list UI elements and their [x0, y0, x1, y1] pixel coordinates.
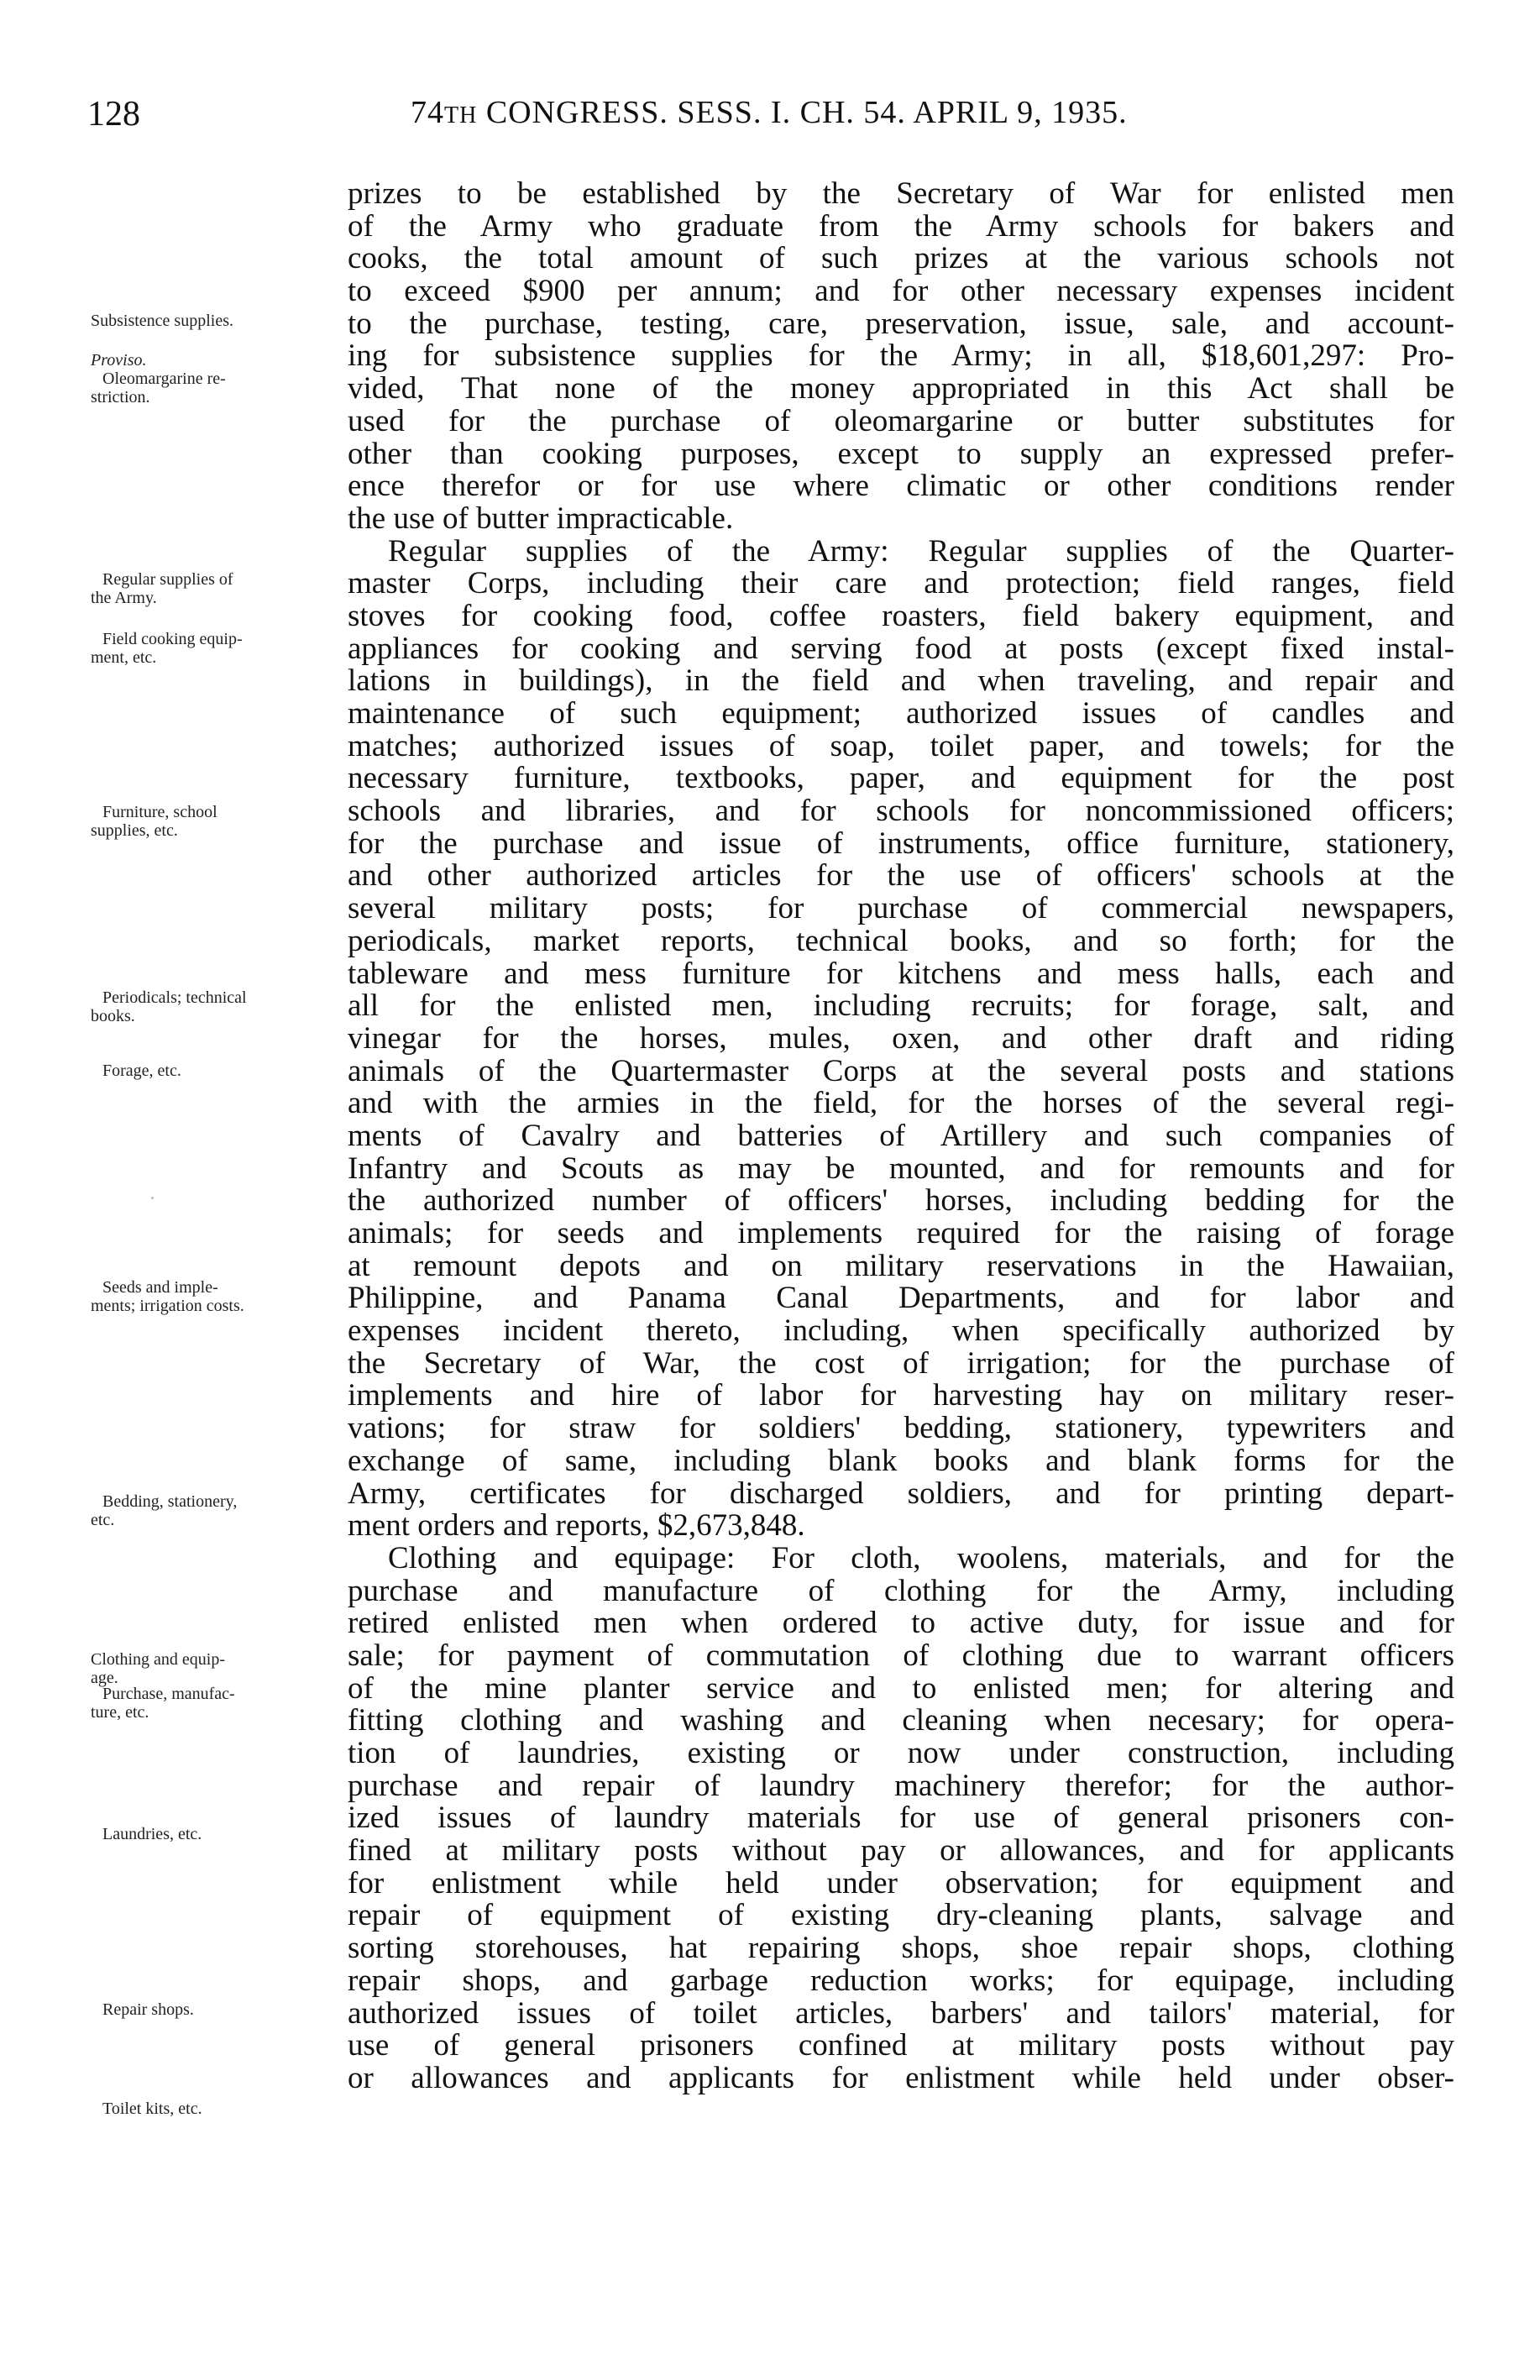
page-number: 128	[87, 95, 140, 134]
margin-note-line: Bedding, stationery,	[102, 1492, 238, 1511]
text-line: several military posts; for purchase of commercial newspapers,	[348, 893, 1454, 925]
running-head	[411, 94, 1128, 131]
stray-mark	[151, 1197, 154, 1199]
margin-note-laundries	[91, 1825, 334, 1843]
margin-note-bedding	[91, 1492, 334, 1529]
margin-note-toilet-kits	[91, 2100, 334, 2118]
page-header	[87, 94, 1464, 136]
text-line: at remount depots and on military reservations in the Hawaiian,	[348, 1250, 1454, 1283]
margin-note-line: Oleomargarine re-	[102, 370, 226, 388]
text-line: matches; authorized issues of soap, toilet paper, and towels; for the	[348, 730, 1454, 763]
margin-note-line: Periodicals; technical	[102, 988, 247, 1007]
text-line: schools and libraries, and for schools for noncommissioned officers;	[348, 795, 1454, 828]
text-line: repair shops, and garbage reduction works; for equipage, including	[348, 1964, 1454, 1998]
text-line: necessary furniture, textbooks, paper, and equipment for the post	[348, 763, 1454, 796]
margin-note-regular-supplies	[91, 570, 334, 607]
margin-note-line: etc.	[91, 1511, 115, 1529]
text-line: lations in buildings), in the field and when traveling, and repair and	[348, 665, 1454, 698]
text-line: animals; for seeds and implements required for the raising of forage	[348, 1218, 1454, 1250]
text-line: implements and hire of labor for harvesting hay on military reser-	[348, 1380, 1454, 1413]
text-line: repair of equipment of existing dry-cleaning plants, salvage and	[348, 1900, 1454, 1933]
margin-note-line: ments; irrigation costs.	[91, 1297, 244, 1315]
margin-note-line: Seeds and imple-	[102, 1278, 218, 1297]
text-line: fined at military posts without pay or allowances, and for applicants	[348, 1835, 1454, 1868]
text-line: sorting storehouses, hat repairing shops, shoe repair shops, clothing	[348, 1932, 1454, 1965]
text-line: sale; for payment of commutation of clothing due to warrant officers	[348, 1639, 1454, 1673]
margin-note-periodicals	[91, 988, 334, 1025]
text-line: the use of butter impracticable.	[348, 502, 734, 536]
text-line: authorized issues of toilet articles, barbers' and tailors' material, for	[348, 1997, 1454, 2031]
margin-note-line: Subsistence supplies.	[91, 312, 233, 330]
margin-note-proviso	[91, 351, 334, 406]
text-line: for enlistment while held under observation; for equipment and	[348, 1867, 1454, 1900]
text-line: master Corps, including their care and protection; field ranges, field	[348, 568, 1454, 600]
text-line: used for the purchase of oleomargarine or butter substitutes for	[348, 405, 1454, 438]
text-line: to exceed $900 per annum; and for other necessary expenses incident	[348, 275, 1454, 308]
text-line: ized issues of laundry materials for use of general prisoners con-	[348, 1802, 1454, 1836]
text-line: all for the enlisted men, including recruits; for forage, salt, and	[348, 990, 1454, 1023]
text-line: expenses incident thereto, including, when specifically authorized by	[348, 1315, 1454, 1348]
text-line: of the mine planter service and to enlisted men; for altering and	[348, 1672, 1454, 1706]
running-head-text: CONGRESS. SESS. I. CH. 54. APRIL 9, 1935.	[477, 95, 1128, 130]
text-line: Regular supplies of the Army: Regular supplies of the Quarter-	[388, 535, 1454, 569]
text-line: Infantry and Scouts as may be mounted, and for remounts and for	[348, 1152, 1454, 1186]
text-line: ment orders and reports, $2,673,848.	[348, 1510, 805, 1543]
margin-note-purchase	[91, 1685, 334, 1722]
margin-note-seeds	[91, 1278, 334, 1315]
margin-note-field-cooking	[91, 630, 334, 667]
text-line: ing for subsistence supplies for the Army; in all, $18,601,297: Pro-	[348, 340, 1454, 374]
margin-note-furniture	[91, 803, 334, 840]
text-line: Clothing and equipage: For cloth, woolens, materials, and for the	[388, 1542, 1454, 1575]
margin-note-forage	[91, 1062, 334, 1080]
margin-note-line: Toilet kits, etc.	[102, 2100, 202, 2118]
text-line: ence therefor or for use where climatic or other conditions render	[348, 470, 1454, 503]
margin-note-line: Clothing and equip-	[91, 1650, 225, 1669]
margin-note-line: Field cooking equip-	[102, 630, 243, 648]
text-line: Philippine, and Panama Canal Departments, and for labor and	[348, 1282, 1454, 1316]
text-line: vations; for straw for soldiers' bedding, stationery, typewriters and	[348, 1413, 1454, 1445]
text-line: stoves for cooking food, coffee roasters, field bakery equipment, and	[348, 600, 1454, 633]
text-line: or allowances and applicants for enlistment while held under obser-	[348, 2062, 1454, 2095]
margin-note-line: Repair shops.	[102, 2000, 194, 2019]
text-line: ments of Cavalry and batteries of Artillery and such companies of	[348, 1119, 1454, 1153]
margin-note-repair-shops	[91, 2000, 334, 2019]
text-line: Army, certificates for discharged soldiers, and for printing depart-	[348, 1477, 1454, 1511]
text-line: and with the armies in the field, for the horses of the several regi-	[348, 1088, 1454, 1120]
margin-note-line: Purchase, manufac-	[102, 1685, 235, 1703]
margin-note-line: the Army.	[91, 589, 157, 607]
text-line: vided, That none of the money appropriated in this Act shall be	[348, 373, 1454, 406]
text-line: periodicals, market reports, technical books, and so forth; for the	[348, 925, 1454, 958]
text-line: the authorized number of officers' horses, including bedding for the	[348, 1185, 1454, 1218]
margin-note-subsistence	[91, 312, 334, 330]
margin-note-line: supplies, etc.	[91, 821, 178, 840]
text-line: maintenance of such equipment; authorized issues of candles and	[348, 698, 1454, 731]
margin-note-line: striction.	[91, 388, 150, 406]
margin-note-line: Furniture, school	[102, 803, 217, 821]
congress-ordinal: TH	[444, 102, 478, 128]
margin-note-line: age.	[91, 1669, 118, 1687]
text-line: purchase and repair of laundry machinery therefor; for the author-	[348, 1769, 1454, 1803]
margin-note-line: ment, etc.	[91, 648, 157, 667]
margin-note-clothing	[91, 1650, 334, 1687]
margin-note-line: books.	[91, 1007, 135, 1025]
text-line: vinegar for the horses, mules, oxen, and other draft and riding	[348, 1022, 1454, 1056]
text-line: exchange of same, including blank books and blank forms for the	[348, 1444, 1454, 1478]
statute-text	[348, 178, 1454, 2095]
text-line: to the purchase, testing, care, preservation, issue, sale, and account-	[348, 307, 1454, 341]
text-line: other than cooking purposes, except to supply an expressed prefer-	[348, 438, 1454, 471]
text-line: tableware and mess furniture for kitchens and mess halls, each and	[348, 957, 1454, 991]
margin-note-line: Proviso.	[91, 351, 147, 370]
text-line: tion of laundries, existing or now under construction, including	[348, 1738, 1454, 1770]
text-line: of the Army who graduate from the Army schools for bakers and	[348, 210, 1454, 244]
text-line: purchase and manufacture of clothing for the Army, including	[348, 1575, 1454, 1608]
text-line: retired enlisted men when ordered to active duty, for issue and for	[348, 1607, 1454, 1640]
margin-note-line: Laundries, etc.	[102, 1825, 202, 1843]
text-line: animals of the Quartermaster Corps at the several posts and stations	[348, 1055, 1454, 1088]
margin-note-line: Regular supplies of	[102, 570, 233, 589]
text-line: appliances for cooking and serving food at posts (except fixed instal-	[348, 632, 1454, 666]
text-line: the Secretary of War, the cost of irrigation; for the purchase of	[348, 1347, 1454, 1381]
text-line: use of general prisoners confined at military posts without pay	[348, 2030, 1454, 2063]
text-line: and other authorized articles for the use of officers' schools at the	[348, 860, 1454, 894]
margin-note-line: Forage, etc.	[102, 1062, 181, 1080]
margin-note-line: ture, etc.	[91, 1703, 149, 1722]
text-line: for the purchase and issue of instruments, office furniture, stationery,	[348, 827, 1454, 861]
text-line: fitting clothing and washing and cleaning when necesary; for opera-	[348, 1705, 1454, 1738]
text-line: cooks, the total amount of such prizes at the various schools not	[348, 243, 1454, 276]
congress-number: 74	[411, 95, 444, 130]
text-line: prizes to be established by the Secretary of War for enlisted men	[348, 178, 1454, 211]
